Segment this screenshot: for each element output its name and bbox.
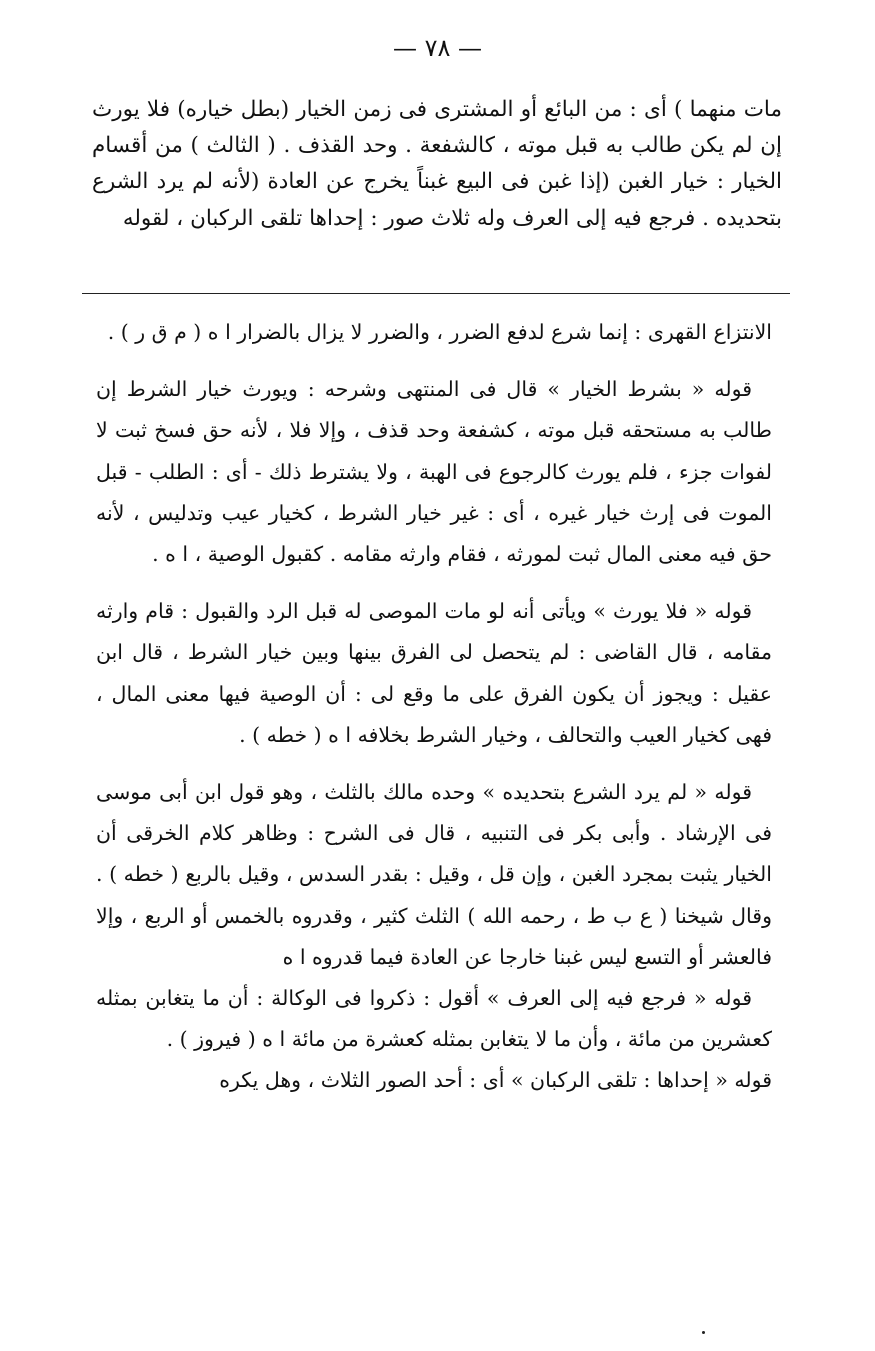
commentary-paragraph-1: الانتزاع القهرى : إنما شرع لدفع الضرر ، والضرر لا يزال بالضرار ا ه ( م ق ر ) . — [107, 320, 772, 344]
main-text-paragraph: مات منهما ) أى : من البائع أو المشترى فى زمن الخيار (بطل خياره) فلا يورث إن لم يكن طالب به قبل موته ، كالشفعة . وحد القذف . ( الثالث ) من أقسام الخيار : خيار الغبن (إذا غبن فى البيع غبناً يخرج عن العادة (لأنه لم يرد الشرع بتحديده . فرجع فيه إلى العرف وله ثلاث صور : إحداها تلقى الركبان ، لقوله — [92, 97, 782, 231]
main-text-block — [92, 92, 782, 237]
commentary-paragraph-5: قوله « فرجع فيه إلى العرف » أقول : ذكروا فى الوكالة : أن ما يتغابن بمثله كعشرين من مائة ، وأن ما لا يتغابن بمثله كعشرة من مائة ا ه ( فيروز ) . — [96, 986, 772, 1052]
commentary-block — [96, 312, 772, 1102]
page-speck — [702, 1331, 705, 1334]
commentary-paragraph-3: قوله « فلا يورث » ويأتى أنه لو مات الموصى له قبل الرد والقبول : قام وارثه مقامه ، قال القاضى : لم يتحصل لى الفرق بينها وبين خيار الشرط ، قال ابن عقيل : ويجوز أن يكون الفرق على ما وقع لى : أن الوصية فيها معنى المال ، فهى كخيار العيب والتحالف ، وخيار الشرط بخلافه ا ه ( خطه ) . — [96, 599, 772, 747]
commentary-paragraph-2: قوله « بشرط الخيار » قال فى المنتهى وشرحه : ويورث خيار الشرط إن طالب به مستحقه قبل موته ، كشفعة وحد قذف ، وإلا فلا ، لأنه حق فسخ ثبت لا لفوات جزء ، فلم يورث كالرجوع فى الهبة ، ولا يشترط ذلك - أى : الطلب - قبل الموت فى إرث خيار غيره ، أى : غير خيار الشرط ، كخيار عيب وتدليس ، لأنه حق فيه معنى المال ثبت لمورثه ، فقام وارثه مقامه . كقبول الوصية ، ا ه . — [96, 377, 772, 567]
footnote-divider — [82, 293, 790, 294]
commentary-paragraph-4: قوله « لم يرد الشرع بتحديده » وحده مالك بالثلث ، وهو قول ابن أبى موسى فى الإرشاد . وأبى بكر فى التنبيه ، قال فى الشرح : وظاهر كلام الخرقى أن الخيار يثبت بمجرد الغبن ، وإن قل ، وقيل : بقدر السدس ، وقيل بالربع ( خطه ) . وقال شيخنا ( ع ب ط ، رحمه الله ) الثلث كثير ، وقدروه بالخمس أو الربع ، وإلا فالعشر أو التسع ليس غبنا خارجا عن العادة فيما قدروه ا ه — [96, 780, 772, 969]
page-number: — ٧٨ — — [392, 34, 483, 62]
commentary-paragraph-6: قوله « إحداها : تلقى الركبان » أى : أحد الصور الثلاث ، وهل يكره — [219, 1068, 772, 1093]
